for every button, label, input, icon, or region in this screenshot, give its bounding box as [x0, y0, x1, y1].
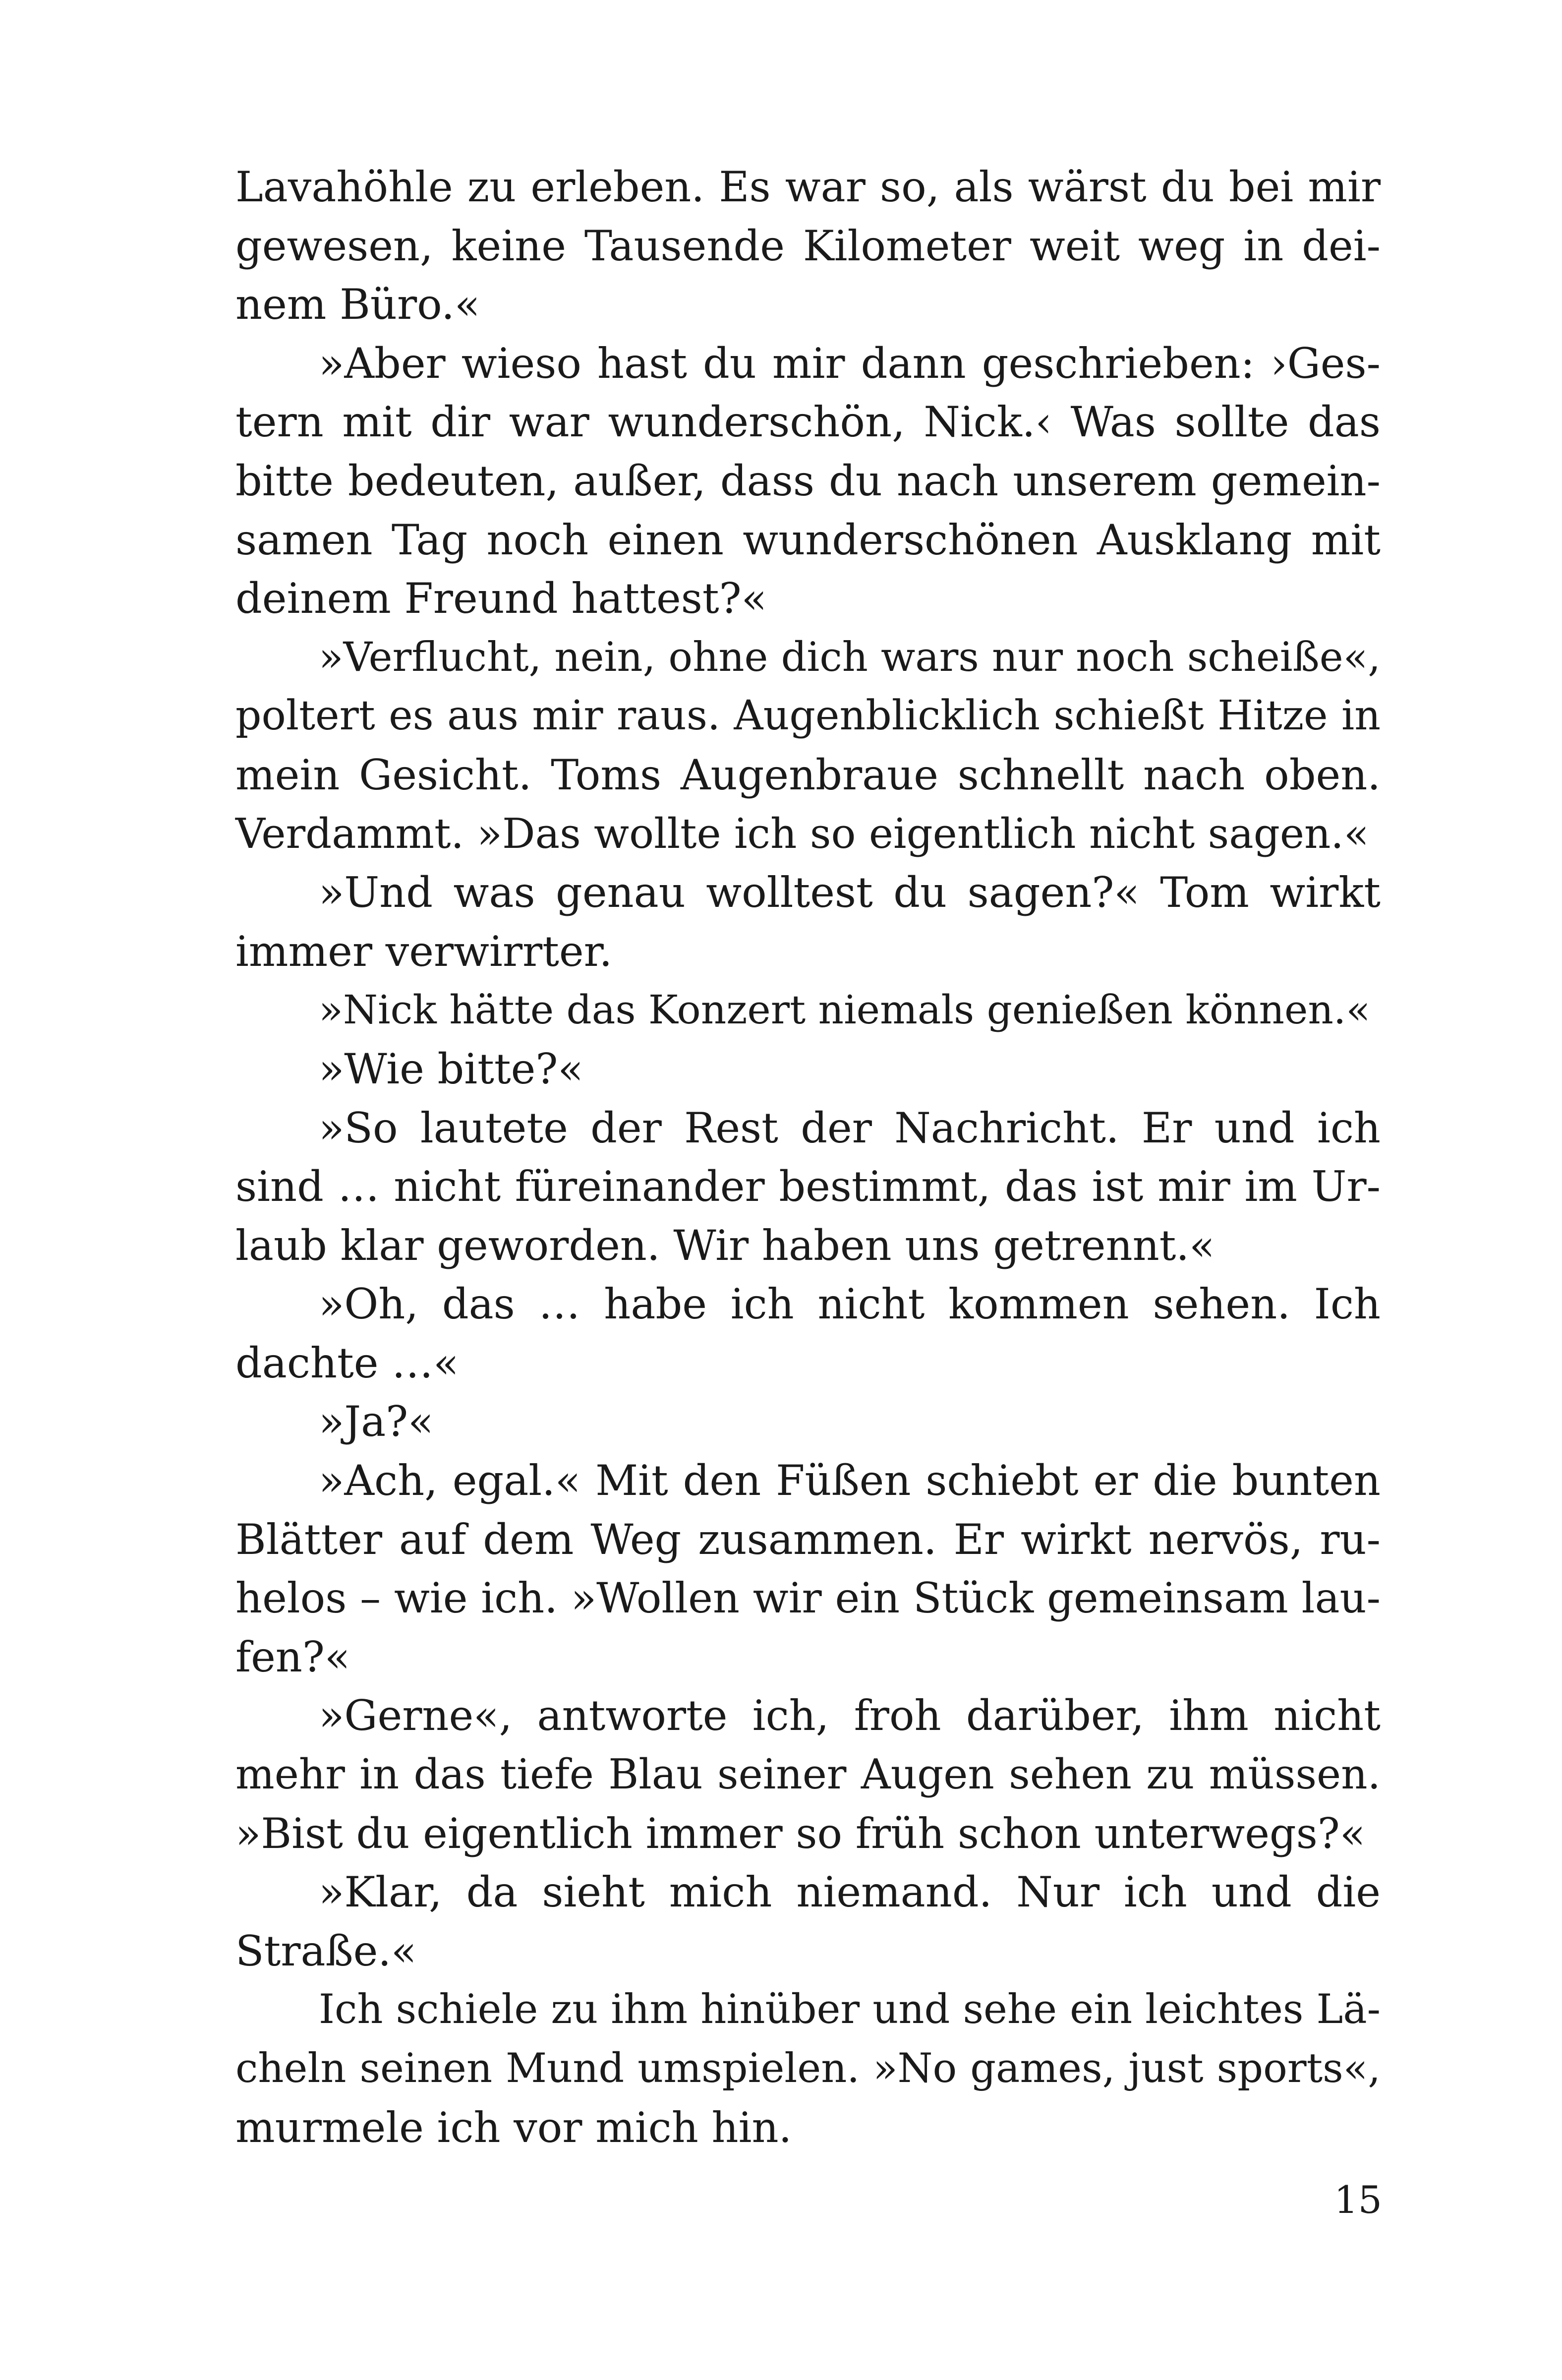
text-line: deinem Freund hattest?«: [235, 574, 767, 623]
text-line: »Wie bitte?«: [319, 1044, 583, 1093]
text-line: »Verflucht, nein, ohne dich wars nur noch scheiße«,: [319, 634, 1381, 681]
text-line: tern mit dir war wunderschön, Nick.‹ Was sollte das: [235, 398, 1381, 447]
text-line: sind … nicht füreinander bestimmt, das ist mir im Ur-: [235, 1162, 1381, 1211]
text-line: »Nick hätte das Konzert niemals genießen können.«: [319, 987, 1371, 1033]
text-line: murmele ich vor mich hin.: [235, 2103, 792, 2152]
text-line: helos – wie ich. »Wollen wir ein Stück gemeinsam lau-: [235, 1574, 1381, 1623]
text-line: Ich schiele zu ihm hinüber und sehe ein leichtes Lä-: [319, 1986, 1381, 2033]
page-number: 15: [1334, 2178, 1382, 2222]
text-line: Verdammt. »Das wollte ich so eigentlich nicht sagen.«: [235, 809, 1369, 858]
text-line: cheln seinen Mund umspielen. »No games, just sports«,: [235, 2045, 1381, 2092]
text-line: poltert es aus mir raus. Augenblicklich schießt Hitze in: [235, 692, 1381, 740]
body-text: [235, 158, 1381, 2157]
text-line: Lavahöhle zu erleben. Es war so, als wärst du bei mir: [235, 163, 1381, 211]
text-line: »Oh, das … habe ich nicht kommen sehen. Ich: [319, 1280, 1381, 1329]
text-line: »So lautete der Rest der Nachricht. Er und ich: [319, 1103, 1381, 1152]
text-line: mein Gesicht. Toms Augenbraue schnellt nach oben.: [235, 750, 1381, 799]
text-line: »Klar, da sieht mich niemand. Nur ich und die: [319, 1868, 1381, 1917]
text-line: gewesen, keine Tausende Kilometer weit weg in dei-: [235, 221, 1381, 270]
text-line: immer verwirrter.: [235, 927, 613, 976]
text-line: nem Büro.«: [235, 280, 480, 329]
text-line: »Gerne«, antworte ich, froh darüber, ihm nicht: [319, 1691, 1381, 1740]
text-line: samen Tag noch einen wunderschönen Ausklang mit: [235, 515, 1381, 564]
text-line: mehr in das tiefe Blau seiner Augen sehen zu müssen.: [235, 1750, 1381, 1799]
text-line: »Ja?«: [319, 1397, 434, 1446]
text-line: »Bist du eigentlich immer so früh schon unterwegs?«: [235, 1809, 1366, 1858]
text-line: laub klar geworden. Wir haben uns getrennt.«: [235, 1221, 1215, 1270]
text-line: fen?«: [235, 1632, 350, 1681]
text-line: Straße.«: [235, 1926, 417, 1975]
text-line: »Und was genau wolltest du sagen?« Tom wirkt: [319, 868, 1381, 917]
text-line: dachte …«: [235, 1338, 459, 1387]
text-line: »Ach, egal.« Mit den Füßen schiebt er die bunten: [319, 1456, 1381, 1505]
text-line: »Aber wieso hast du mir dann geschrieben: ›Ges-: [319, 339, 1381, 388]
text-line: bitte bedeuten, außer, dass du nach unserem gemein-: [235, 456, 1381, 505]
text-line: Blätter auf dem Weg zusammen. Er wirkt nervös, ru-: [235, 1515, 1381, 1564]
